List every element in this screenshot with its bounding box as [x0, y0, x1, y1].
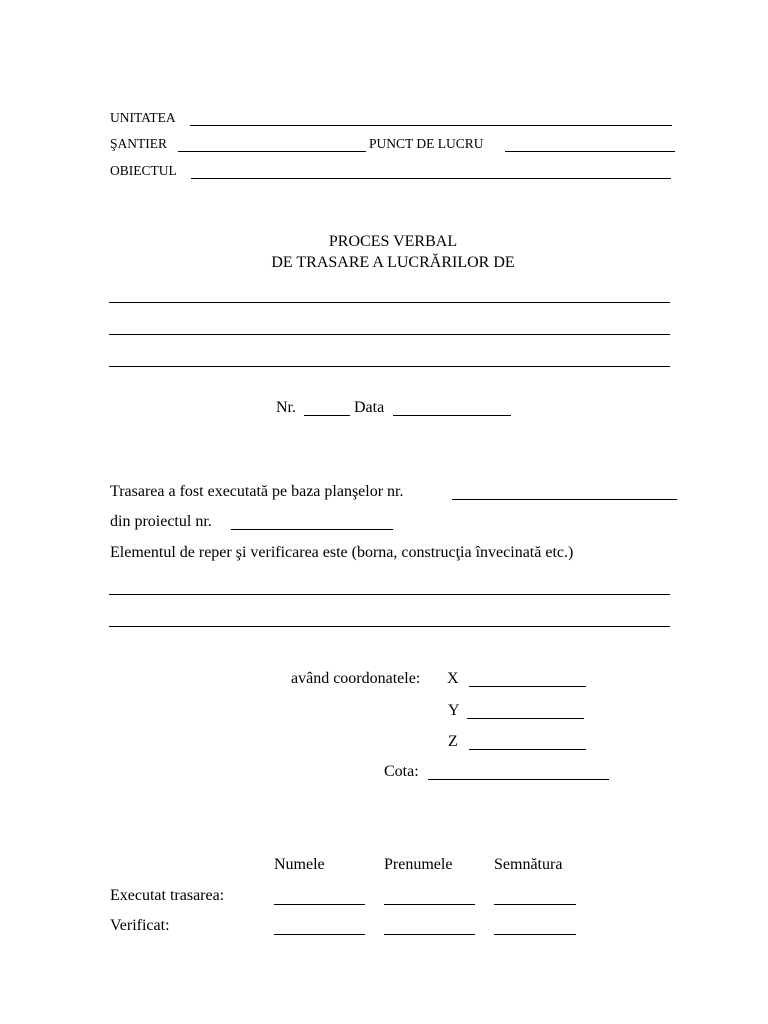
verificat-semnatura-field[interactable] — [494, 934, 576, 935]
document-title: PROCES VERBAL — [328, 233, 458, 250]
proiect-text: din proiectul nr. — [110, 513, 212, 530]
z-field[interactable] — [469, 749, 586, 750]
nr-label: Nr. — [276, 399, 296, 416]
santier-label: ŞANTIER — [110, 136, 167, 151]
column-header-prenumele: Prenumele — [384, 856, 453, 873]
executat-semnatura-field[interactable] — [494, 904, 576, 905]
executat-prenumele-field[interactable] — [384, 904, 475, 905]
verificat-prenumele-field[interactable] — [384, 934, 475, 935]
x-label: X — [447, 670, 459, 687]
document-subtitle: DE TRASARE A LUCRĂRILOR DE — [271, 254, 515, 271]
obiectul-label: OBIECTUL — [110, 163, 177, 178]
punct-de-lucru-label: PUNCT DE LUCRU — [369, 136, 484, 151]
cota-label: Cota: — [384, 763, 419, 780]
unitatea-label: UNITATEA — [110, 110, 176, 125]
y-field[interactable] — [467, 718, 584, 719]
punct-de-lucru-field[interactable] — [505, 151, 675, 152]
unitatea-field[interactable] — [190, 125, 672, 126]
obiectul-field[interactable] — [191, 178, 671, 179]
reper-text: Elementul de reper şi verificarea este (borna, construcţia învecinată etc.) — [110, 544, 574, 561]
row-label-executat: Executat trasarea: — [110, 887, 225, 904]
planse-text: Trasarea a fost executată pe baza planşelor nr. — [110, 483, 404, 500]
planse-field[interactable] — [452, 499, 677, 500]
data-field[interactable] — [393, 415, 511, 416]
cota-field[interactable] — [428, 779, 609, 780]
lucrari-line-1[interactable] — [109, 302, 670, 303]
santier-field[interactable] — [178, 151, 366, 152]
coordonate-intro: având coordonatele: — [291, 670, 421, 687]
verificat-numele-field[interactable] — [274, 934, 365, 935]
reper-line-1[interactable] — [109, 594, 670, 595]
column-header-numele: Numele — [274, 856, 325, 873]
column-header-semnatura: Semnătura — [494, 856, 563, 873]
lucrari-line-2[interactable] — [109, 334, 670, 335]
y-label: Y — [448, 702, 460, 719]
row-label-verificat: Verificat: — [110, 917, 170, 934]
x-field[interactable] — [469, 686, 586, 687]
data-label: Data — [354, 399, 385, 416]
executat-numele-field[interactable] — [274, 904, 365, 905]
lucrari-line-3[interactable] — [109, 366, 670, 367]
nr-field[interactable] — [304, 415, 350, 416]
reper-line-2[interactable] — [109, 626, 670, 627]
z-label: Z — [448, 733, 458, 750]
proiect-field[interactable] — [231, 529, 393, 530]
